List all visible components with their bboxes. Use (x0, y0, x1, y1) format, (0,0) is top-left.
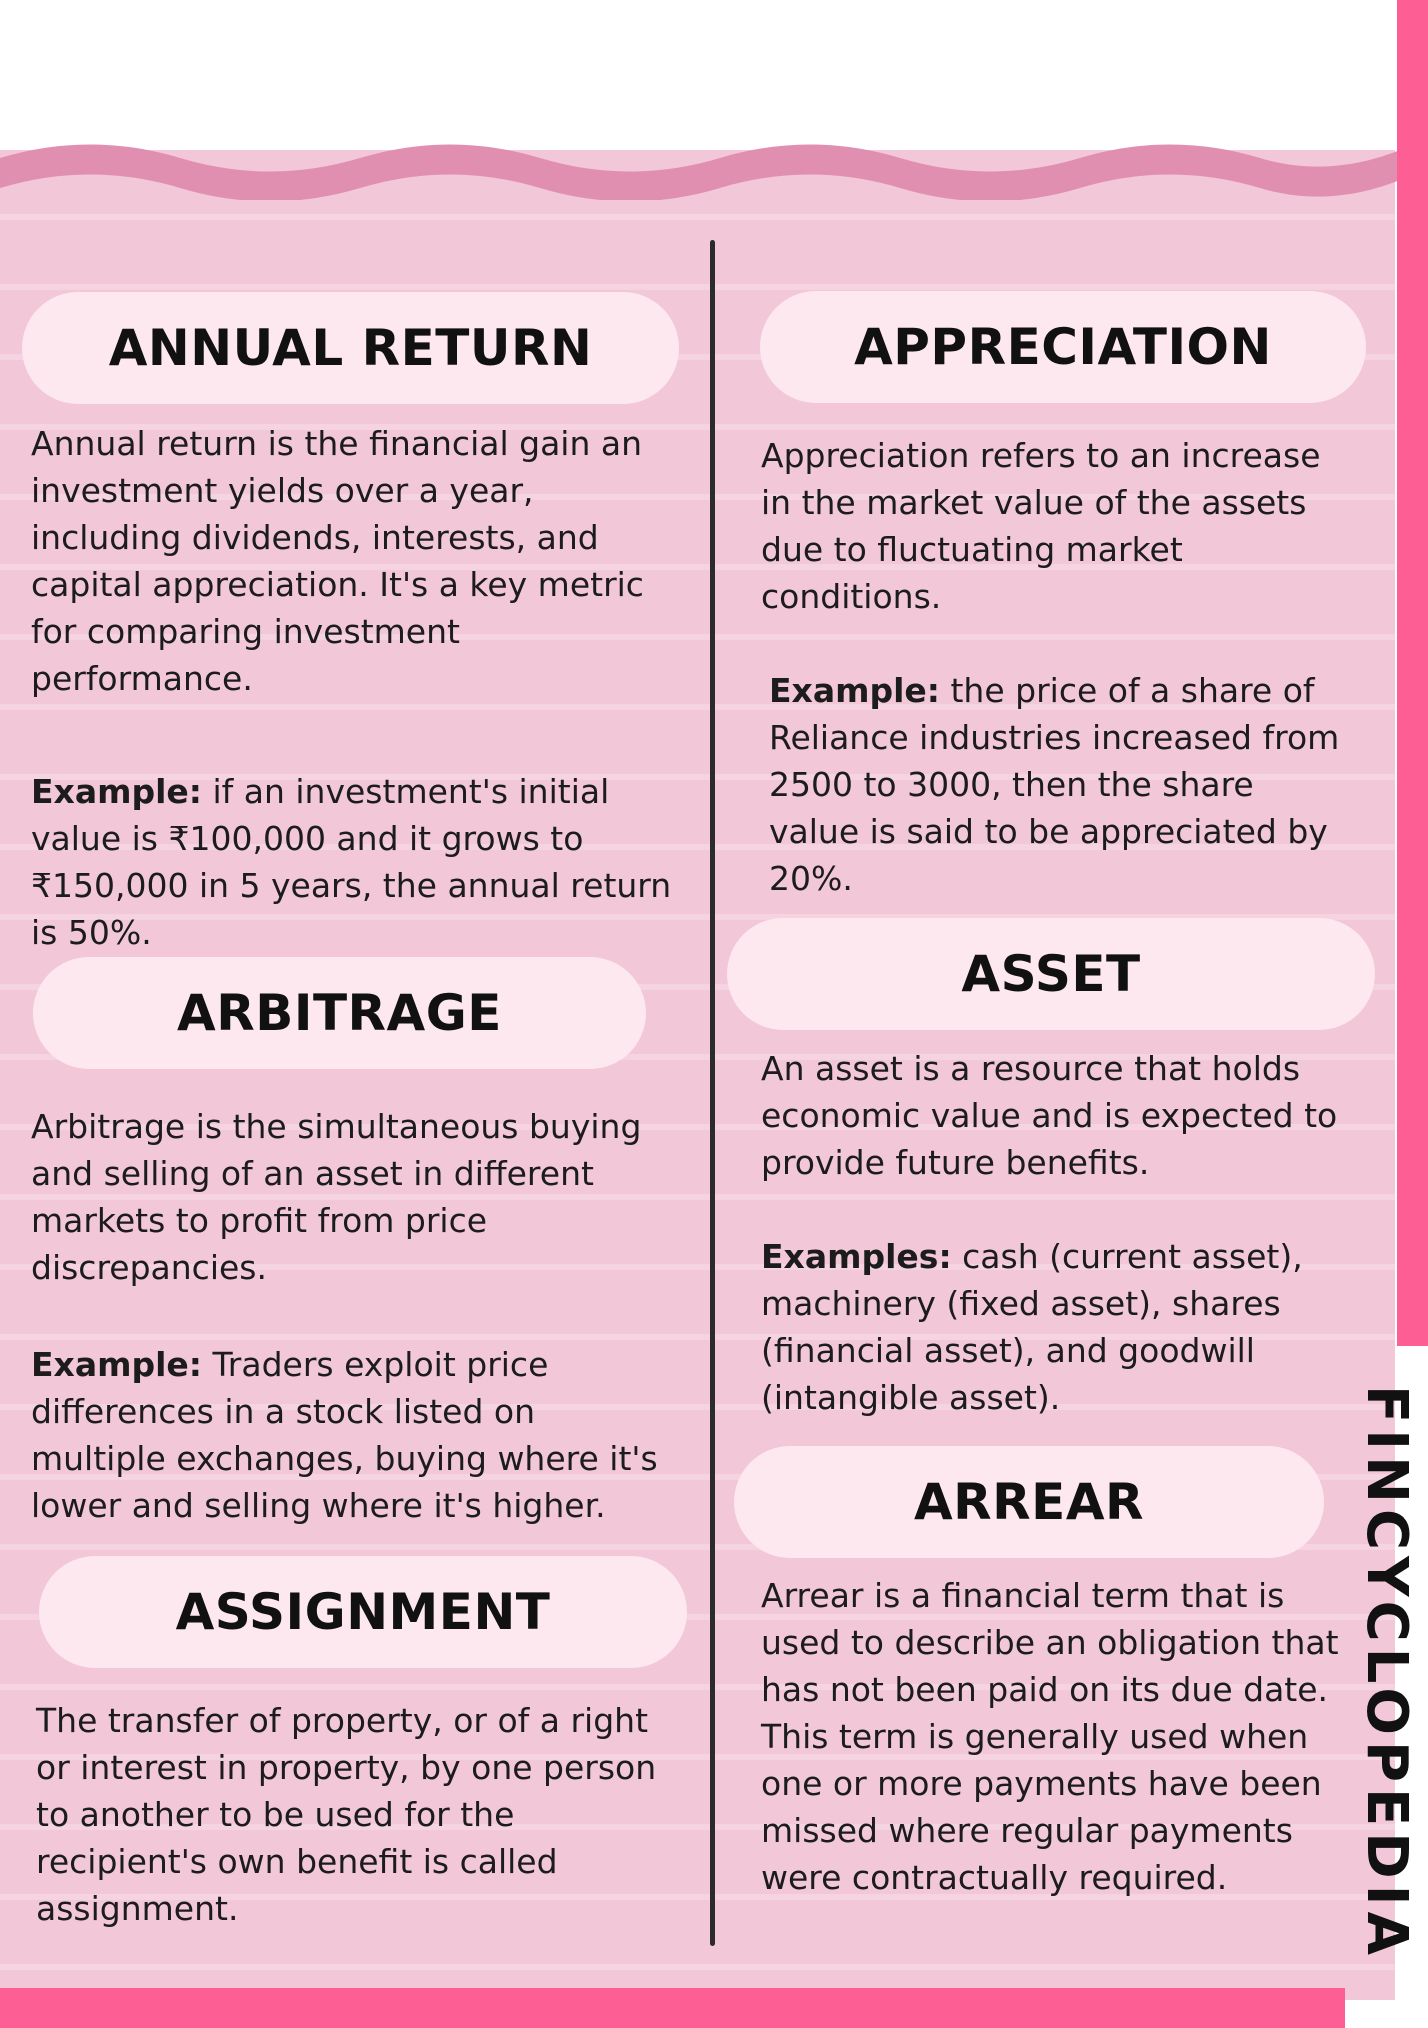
example-asset: Examples: cash (current asset), machinery (fixed asset), shares (financial asset), and goodwill (intangible asset). (761, 1237, 1303, 1417)
term-title-annual-return: ANNUAL RETURN (22, 292, 679, 404)
example-arbitrage: Example: Traders exploit price differences in a stock listed on multiple exchanges, buying where it's lower and selling where it's higher. (31, 1345, 658, 1525)
term-body-asset (761, 1045, 1351, 1421)
example-appreciation: Example: the price of a share of Reliance industries increased from 2500 to 3000, then the share value is said to be appreciated by 20%. (769, 671, 1340, 898)
brand-name-vertical: FINCYCLOPEDIA (1354, 1385, 1419, 1961)
term-body-appreciation (761, 432, 1351, 902)
bottom-accent-bar (0, 1988, 1345, 2028)
term-title-arbitrage: ARBITRAGE (33, 957, 646, 1069)
right-accent-bar (1397, 0, 1428, 1346)
term-title-arrear: ARREAR (734, 1446, 1324, 1558)
wave-decoration (0, 110, 1400, 200)
term-title-appreciation: APPRECIATION (760, 291, 1366, 403)
term-body-annual-return (31, 420, 691, 956)
definition-appreciation: Appreciation refers to an increase in the market value of the assets due to fluctuating market conditions. (761, 436, 1321, 616)
definition-annual-return: Annual return is the financial gain an investment yields over a year, including dividends, interests, and capital appreciation. It's a key metric for comparing investment performance. (31, 424, 644, 698)
column-divider (710, 240, 715, 1946)
definition-arbitrage: Arbitrage is the simultaneous buying and selling of an asset in different markets to profit from price discrepancies. (31, 1107, 642, 1287)
term-title-assignment: ASSIGNMENT (39, 1556, 687, 1668)
term-title-asset: ASSET (727, 918, 1375, 1030)
definition-asset: An asset is a resource that holds economic value and is expected to provide future benefits. (761, 1049, 1338, 1182)
definition-assignment: The transfer of property, or of a right or interest in property, by one person to another to be used for the recipient's own benefit is called assignment. (36, 1701, 657, 1928)
definition-arrear: Arrear is a financial term that is used to describe an obligation that has not been paid on its due date. This term is generally used when one or more payments have been missed where regular payments were contractually required. (761, 1576, 1339, 1897)
example-annual-return: Example: if an investment's initial value is ₹100,000 and it grows to ₹150,000 in 5 years, the annual return is 50%. (31, 772, 672, 952)
term-body-arbitrage (31, 1103, 671, 1529)
term-body-assignment (36, 1697, 691, 1932)
term-body-arrear (761, 1572, 1346, 1901)
